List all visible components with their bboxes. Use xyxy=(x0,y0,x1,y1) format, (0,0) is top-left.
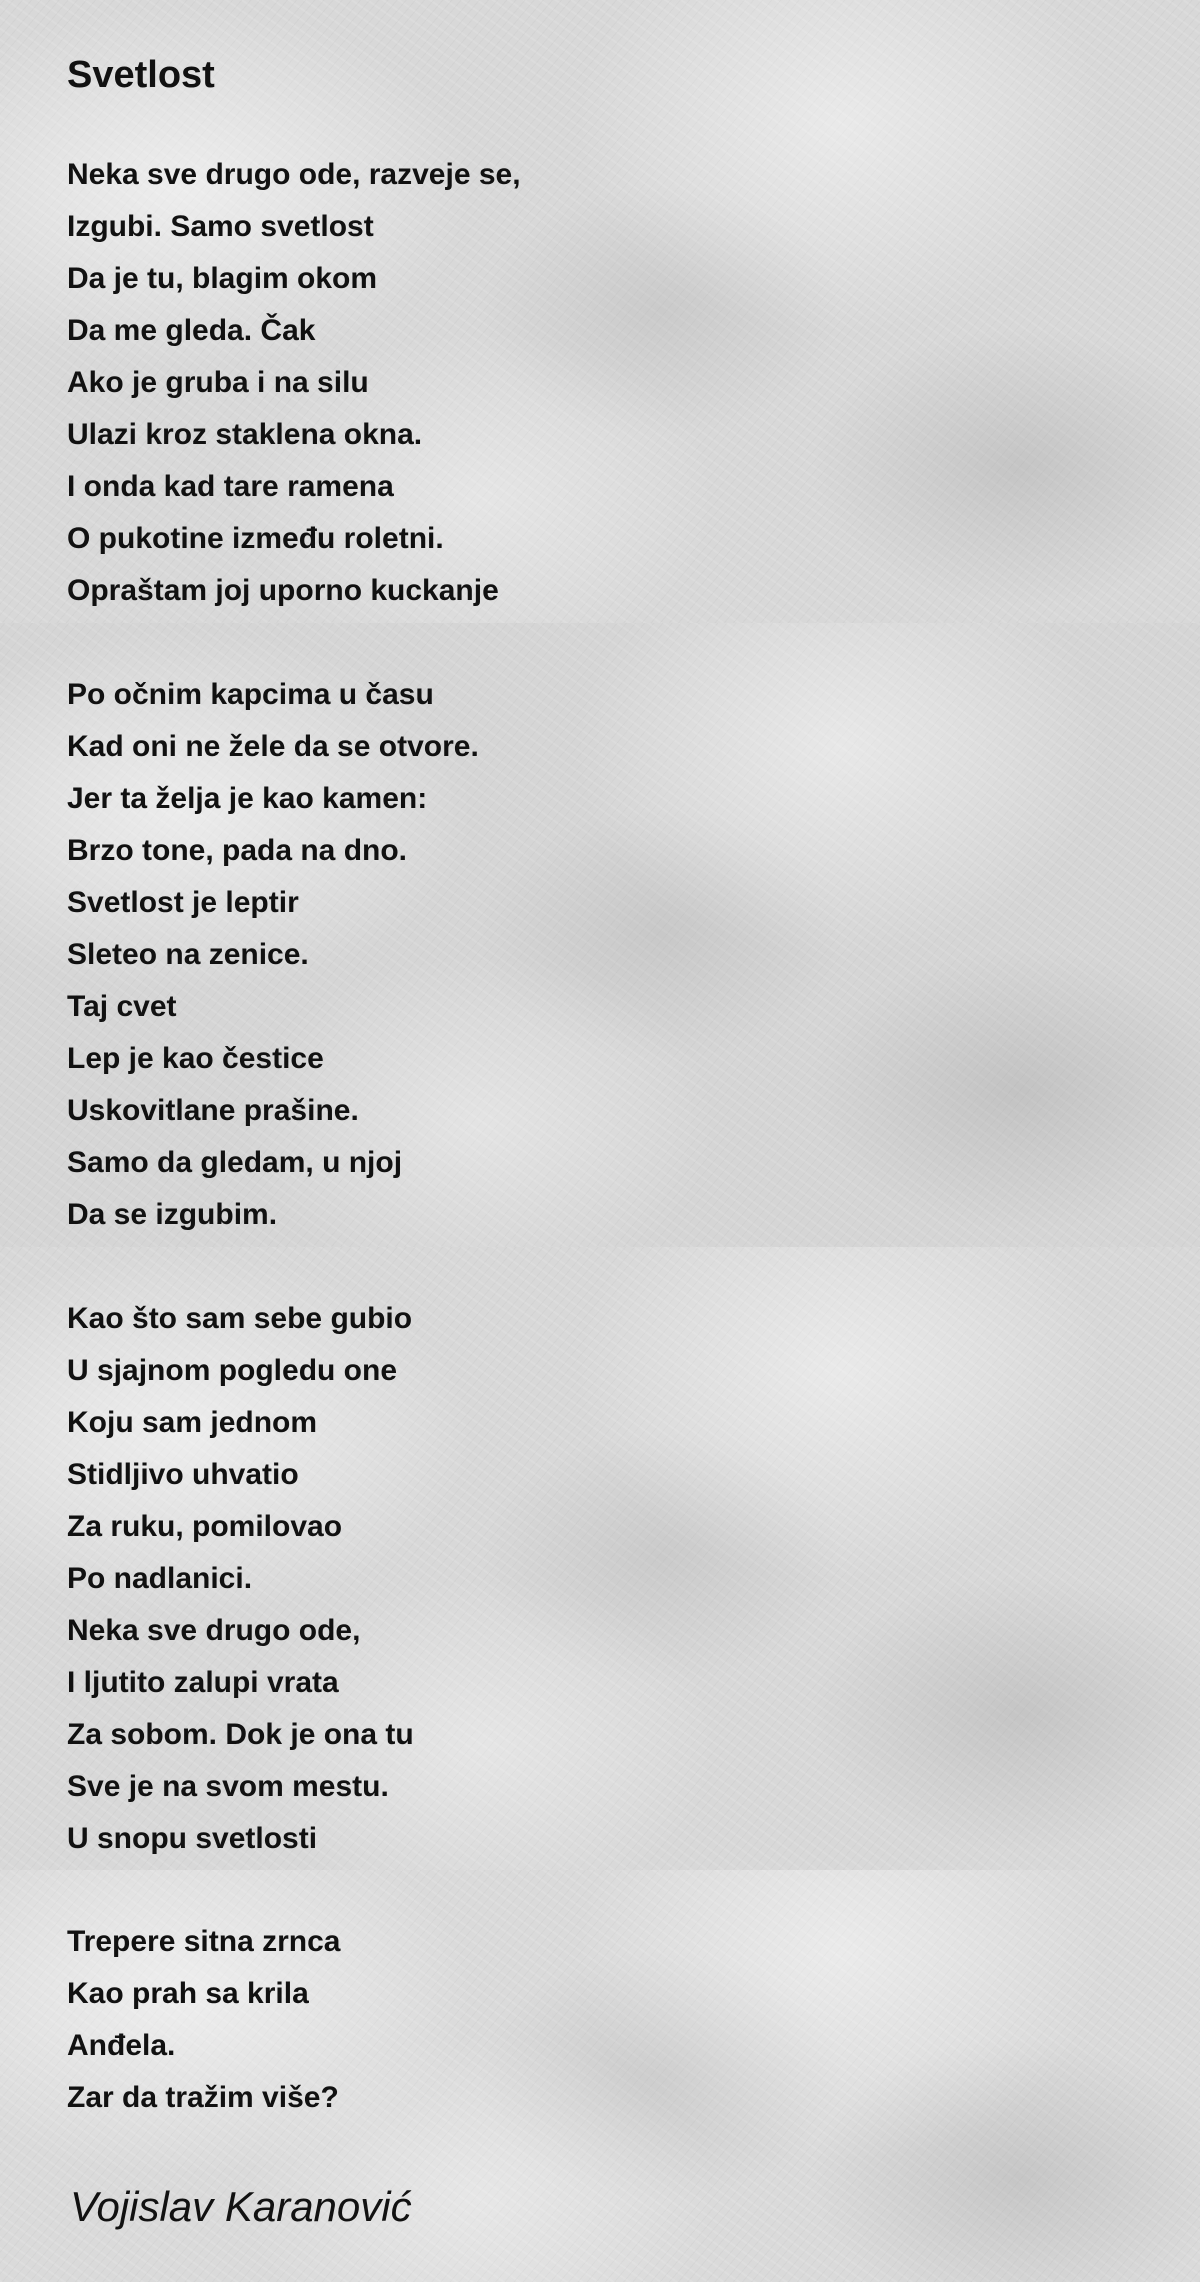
poem-line: Neka sve drugo ode, xyxy=(67,1614,361,1647)
poem-line: Po očnim kapcima u času xyxy=(67,678,434,711)
poem-line: Anđela. xyxy=(67,2029,176,2062)
poem-line: Kad oni ne žele da se otvore. xyxy=(67,730,479,763)
poem-line: Ulazi kroz staklena okna. xyxy=(67,418,423,451)
poem-line: Koju sam jednom xyxy=(67,1406,318,1439)
poem-line: Sleteo na zenice. xyxy=(67,938,309,971)
poem-line: Samo da gledam, u njoj xyxy=(67,1146,403,1179)
poem-line: Da je tu, blagim okom xyxy=(67,262,378,295)
poem-line: Svetlost je leptir xyxy=(67,886,299,919)
poem-line: Trepere sitna zrnca xyxy=(67,1925,341,1958)
poem-line: Izgubi. Samo svetlost xyxy=(67,210,374,243)
poem-line: Ako je gruba i na silu xyxy=(67,366,369,399)
poem-line: I ljutito zalupi vrata xyxy=(67,1666,339,1699)
poem-line: I onda kad tare ramena xyxy=(67,470,394,503)
poem-line: Zar da tražim više? xyxy=(67,2081,339,2114)
poem-line: Kao što sam sebe gubio xyxy=(67,1302,413,1335)
poem-line: Stidljivo uhvatio xyxy=(67,1458,299,1491)
poem-line: Za sobom. Dok je ona tu xyxy=(67,1718,414,1751)
poem-line: U sjajnom pogledu one xyxy=(67,1354,398,1387)
poem-line: Za ruku, pomilovao xyxy=(67,1510,343,1543)
poem-title: Svetlost xyxy=(67,54,215,96)
poem-line: Da me gleda. Čak xyxy=(67,314,316,347)
poem-line: Da se izgubim. xyxy=(67,1198,278,1231)
poem-author: Vojislav Karanović xyxy=(70,2183,412,2230)
poem-line: Uskovitlane prašine. xyxy=(67,1094,359,1127)
poem-line: Po nadlanici. xyxy=(67,1562,253,1595)
poem-line: Kao prah sa krila xyxy=(67,1977,309,2010)
poem-line: Neka sve drugo ode, razveje se, xyxy=(67,158,521,191)
poem-line: Sve je na svom mestu. xyxy=(67,1770,389,1803)
poem-line: O pukotine između roletni. xyxy=(67,522,444,555)
poem-line: Lep je kao čestice xyxy=(67,1042,324,1075)
poem-line: Taj cvet xyxy=(67,990,177,1023)
poem-line: Brzo tone, pada na dno. xyxy=(67,834,408,867)
poem-line: Jer ta želja je kao kamen: xyxy=(67,782,428,815)
poem-line: Opraštam joj uporno kuckanje xyxy=(67,574,499,607)
poem-line: U snopu svetlosti xyxy=(67,1822,318,1855)
